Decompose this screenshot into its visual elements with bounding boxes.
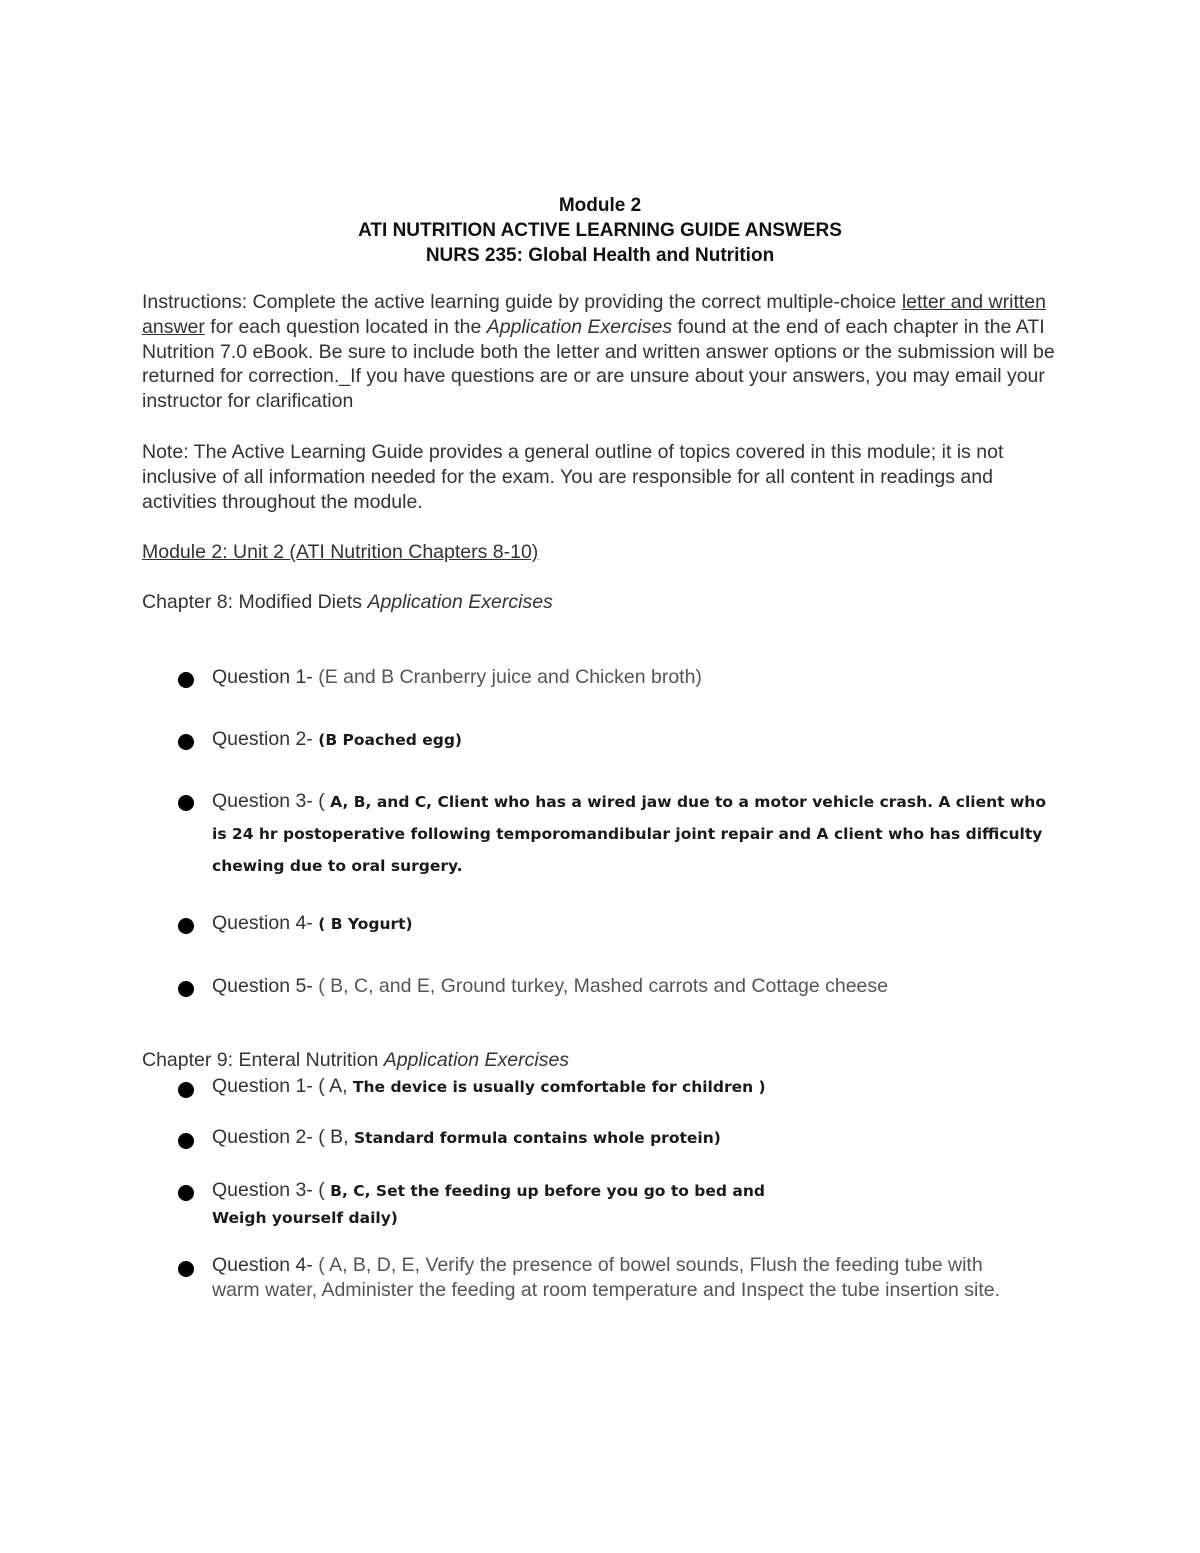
ch9-q4-text [212, 1253, 1032, 1303]
instructions-underlined: letter and written answer [142, 291, 1046, 338]
chapter-9-title: Chapter 9: Enteral Nutrition [142, 1049, 384, 1071]
chapter-8-title-italic: Application Exercises [367, 591, 553, 613]
ch9-q3-prefix: ( [318, 1179, 331, 1201]
ch8-q5-text [212, 974, 1062, 999]
ch8-q5-answer: ( B, C, and E, Ground turkey, Mashed carrots and Cottage cheese [318, 975, 888, 997]
bullet-icon [178, 672, 194, 688]
bullet-icon [178, 1261, 194, 1277]
ch9-q1-prefix: ( A, [318, 1075, 353, 1097]
note-paragraph: Note: The Active Learning Guide provides a general outline of topics covered in this module; it is not inclusive of all information needed for the exam. You are responsible for all content in readings and activities throughout the module. [142, 441, 1004, 513]
ch8-q3-text [212, 786, 1062, 882]
ch8-q1-label: Question 1- [212, 666, 319, 688]
bullet-icon [178, 1082, 194, 1098]
ch8-q3-label: Question 3- [212, 790, 319, 812]
ch9-q2-prefix: ( B, [318, 1126, 354, 1148]
instructions-text-1: Instructions: Complete the active learning guide by providing the correct multiple-choice [142, 291, 902, 313]
instructions-paragraph [142, 290, 1072, 414]
ch9-q1-answer: The device is usually comfortable for children ) [352, 1078, 766, 1096]
ch8-q5-label: Question 5- [212, 975, 319, 997]
ch9-q3-label: Question 3- [212, 1179, 319, 1201]
ch8-q1-text [212, 665, 1062, 690]
ch9-q2-text [212, 1125, 1062, 1151]
ch8-q2-text [212, 727, 1062, 753]
ch9-q1-text [212, 1074, 1062, 1100]
chapter-8-heading [142, 591, 553, 614]
guide-title: ATI NUTRITION ACTIVE LEARNING GUIDE ANSWERS [358, 220, 842, 241]
ch9-q3-answer-line2: Weigh yourself daily) [212, 1209, 398, 1227]
ch9-q2-label: Question 2- [212, 1126, 319, 1148]
ch8-q4-label: Question 4- [212, 912, 319, 934]
ch8-q2-answer: (B Poached egg) [318, 731, 463, 749]
bullet-icon [178, 918, 194, 934]
chapter-9-title-italic: Application Exercises [383, 1049, 570, 1071]
bullet-icon [178, 981, 194, 997]
instructions-italic: Application Exercises [486, 315, 673, 338]
ch8-q3-answer: A, B, and C, Client who has a wired jaw due to a motor vehicle crash. A client who is 24 hr postoperative following temporomandibular joint repair and A client who has difficulty chewing due to oral surgery. [212, 793, 1046, 875]
unit-heading: Module 2: Unit 2 (ATI Nutrition Chapters 8-10) [142, 541, 539, 563]
bullet-icon [178, 1133, 194, 1149]
ch9-q1-label: Question 1- [212, 1075, 319, 1097]
chapter-8-title: Chapter 8: Modified Diets [142, 591, 368, 613]
document-header [0, 193, 1200, 268]
ch8-q3-prefix: ( [318, 790, 331, 812]
ch9-q3-text [212, 1177, 1062, 1231]
ch9-q4-answer: ( A, B, D, E, Verify the presence of bowel sounds, Flush the feeding tube with warm water, Administer the feeding at room temperature and Inspect the tube insertion site. [212, 1254, 1000, 1301]
ch8-q4-text [212, 911, 1062, 937]
ch9-q2-answer: Standard formula contains whole protein) [354, 1129, 721, 1147]
ch9-q4-label: Question 4- [212, 1254, 319, 1276]
instructions-text-3: found at the end of each chapter in the ATI Nutrition 7.0 eBook. Be sure to include both the letter and written answer options or the submission will be returned for correction._If you have questions are or are unsure about your answers, you may email your instructor for clarification [142, 315, 1055, 413]
bullet-icon [178, 795, 194, 811]
module-title: Module 2 [558, 195, 642, 216]
course-title: NURS 235: Global Health and Nutrition [425, 245, 775, 266]
chapter-9-heading [142, 1049, 569, 1072]
bullet-icon [178, 1185, 194, 1201]
instructions-text-2: for each question located in the [204, 315, 487, 338]
ch8-q4-answer: ( B Yogurt) [318, 915, 413, 933]
ch8-q2-label: Question 2- [212, 728, 319, 750]
ch9-q3-answer-line1: B, C, Set the feeding up before you go to bed and [330, 1182, 765, 1200]
bullet-icon [178, 734, 194, 750]
ch8-q1-answer: (E and B Cranberry juice and Chicken broth) [318, 666, 702, 688]
